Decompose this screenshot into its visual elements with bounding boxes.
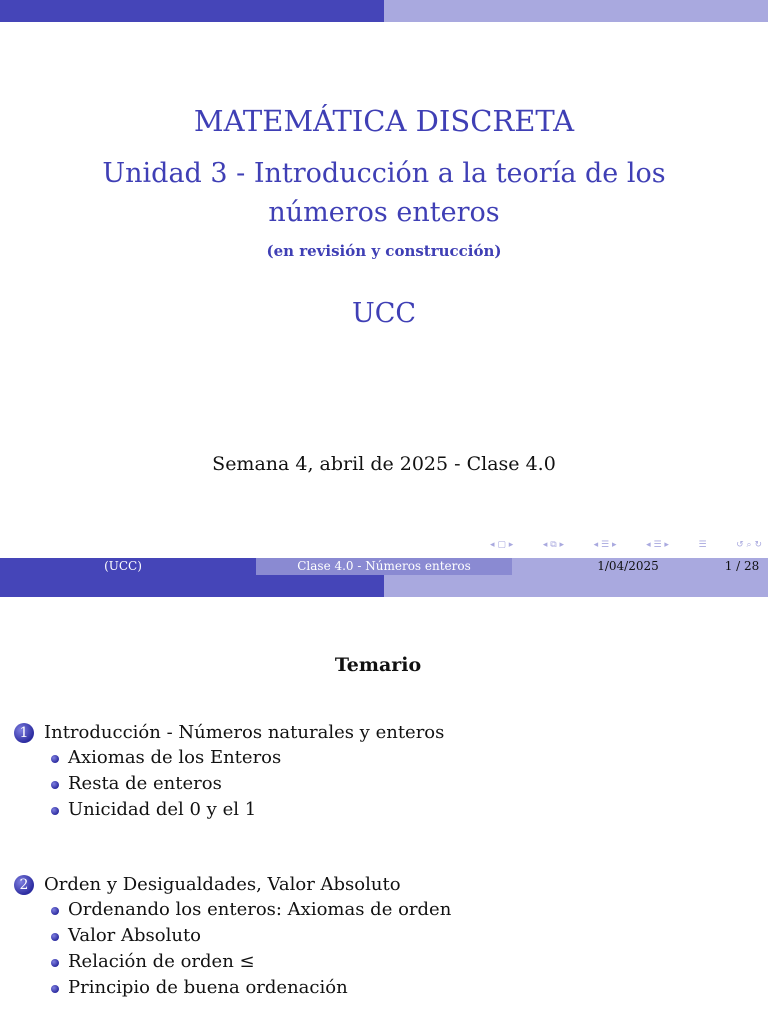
toc-item[interactable]: Principio de buena ordenación [68, 975, 451, 1001]
header-bar-left-2 [0, 575, 384, 597]
toc-item[interactable]: Valor Absoluto [68, 923, 451, 949]
nav-search-icon[interactable]: ↺ ⌕ ↻ [736, 540, 762, 550]
subtitle-note: (en revisión y construcción) [266, 242, 502, 260]
section-number-2: 2 [14, 875, 34, 895]
footer-page: 1 / 28 [716, 558, 768, 575]
footer-date: 1/04/2025 [512, 558, 736, 575]
section-title-2[interactable]: Orden y Desigualdades, Valor Absoluto [44, 874, 401, 895]
nav-appendix-icon[interactable]: ☰ [698, 540, 707, 550]
toc-heading: Temario [334, 654, 422, 676]
course-title: MATEMÁTICA DISCRETA [193, 104, 575, 138]
institution: UCC [351, 298, 417, 329]
toc-section-2[interactable] [14, 873, 451, 1001]
toc-item[interactable]: Ordenando los enteros: Axiomas de orden [68, 897, 451, 923]
nav-subsection-icon[interactable]: ◂ ⧉ ▸ [542, 540, 565, 550]
date-line: Semana 4, abril de 2025 - Clase 4.0 [212, 453, 556, 475]
unit-title: Unidad 3 - Introducción a la teoría de los números enteros [102, 158, 666, 228]
beamer-navigation [490, 538, 762, 552]
toc-item[interactable]: Unicidad del 0 y el 1 [68, 797, 444, 823]
section-number-1: 1 [14, 723, 34, 743]
toc-item[interactable]: Resta de enteros [68, 771, 444, 797]
footer-author: (UCC) [0, 558, 256, 575]
toc-item[interactable]: Relación de orden ≤ [68, 949, 451, 975]
nav-section-next-icon[interactable]: ◂ ☰ ▸ [646, 540, 669, 550]
footer-line [0, 558, 768, 575]
section-title-1[interactable]: Introducción - Números naturales y enteros [44, 722, 445, 743]
header-bar-left [0, 0, 384, 22]
header-bar-right [384, 0, 768, 22]
header-bar-right-2 [384, 575, 768, 597]
nav-frame-prev-icon[interactable]: ◂ ▢ ▸ [490, 540, 514, 550]
footer-title: Clase 4.0 - Números enteros [256, 558, 512, 575]
nav-section-prev-icon[interactable]: ◂ ☰ ▸ [593, 540, 617, 550]
toc-item[interactable]: Axiomas de los Enteros [68, 745, 444, 771]
toc-section-1[interactable] [14, 721, 444, 823]
